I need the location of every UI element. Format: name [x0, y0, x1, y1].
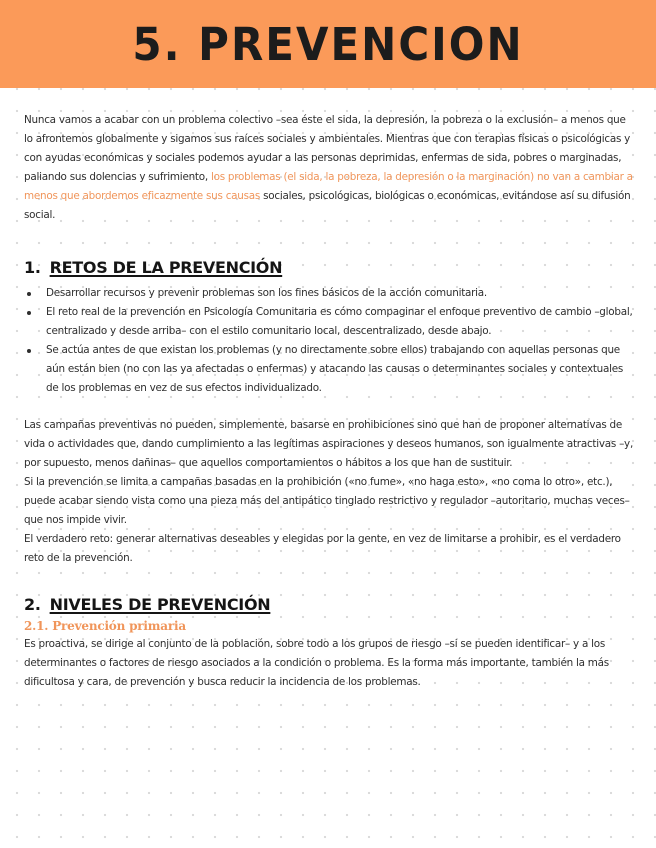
- intro-highlight: los problemas (el sida, la pobreza, la depresión o la marginación) no van a cambiar a menos que abordemos eficazmente sus causas: [24, 171, 633, 202]
- list-item: El reto real de la prevención en Psicología Comunitaria es cómo compaginar el enfoque preventivo de cambio –global, centralizado y desde arriba– con el estilo comunitario local, descentralizado, desde abajo.: [46, 303, 634, 341]
- campanas-block: [24, 416, 634, 568]
- subsection-title: 2.1. Prevención primaria: [24, 619, 186, 633]
- document-body: [24, 111, 634, 692]
- section-number: 2.: [24, 595, 41, 614]
- body-paragraph: El verdadero reto: generar alternativas deseables y elegidas por la gente, en vez de limitarse a prohibir, es el verdadero reto de la prevención.: [24, 533, 621, 564]
- section-title: RETOS DE LA PREVENCIÓN: [49, 258, 283, 277]
- retos-list: [24, 284, 634, 398]
- intro-text: Nunca vamos a acabar con un problema colectivo –sea éste el sida, la depresión, la pobreza o la exclusión– a menos que lo afrontemos globalmente y sigamos sus raíces sociales y ambientales. Mientras que con terapias físicas o psicológicas y con ayudas económicas y sociales podemos ayudar a las personas deprimidas, enfermas de sida, pobres o marginadas, paliando sus dolencias y sufrimiento,: [24, 114, 631, 183]
- section-title: NIVELES DE PREVENCIÓN: [49, 595, 271, 614]
- list-item: Se actúa antes de que existan los problemas (y no directamente sobre ellos) trabajando con aquellas personas que aún están bien (no con las ya afectadas o enfermas) y atacando las causas o determinantes sociales y contextuales de los problemas en vez de sus efectos individualizado.: [46, 341, 634, 398]
- section-number: 1.: [24, 258, 41, 277]
- page-title: 5. PREVENCION: [132, 17, 524, 71]
- body-paragraph: Las campañas preventivas no pueden, simplemente, basarse en prohibiciones sino que han de proponer alternativas de vida o actividades que, dando cumplimiento a las legítimas aspiraciones y deseos humanos, son igualmente atractivas –y, por supuesto, menos dañinas– que aquellos comportamientos o hábitos a los que han de sustituir.: [24, 419, 634, 469]
- intro-text-end: sociales, psicológicas, biológicas o económicas, evitándose así su difusión social.: [24, 190, 631, 221]
- body-paragraph: Si la prevención se limita a campañas basadas en la prohibición («no fume», «no haga esto», «no coma lo otro», etc.), puede acabar siendo vista como una pieza más del antipático tinglado restrictivo y regulador –autoritario, muchas veces– que nos impide vivir.: [24, 476, 630, 526]
- body-paragraph: Es proactiva, se dirige al conjunto de la población, sobre todo a los grupos de riesgo –si se pueden identificar– y a los determinantes o factores de riesgo asociados a la condición o problema. Es la forma más importante, también la más dificultosa y cara, de prevención y busca reducir la incidencia de los problemas.: [24, 638, 609, 688]
- section-heading-niveles: [24, 595, 634, 614]
- title-banner: [0, 0, 656, 88]
- intro-paragraph: [24, 111, 634, 225]
- section-heading-retos: [24, 258, 634, 277]
- list-item: Desarrollar recursos y prevenir problemas son los fines básicos de la acción comunitaria.: [46, 284, 634, 303]
